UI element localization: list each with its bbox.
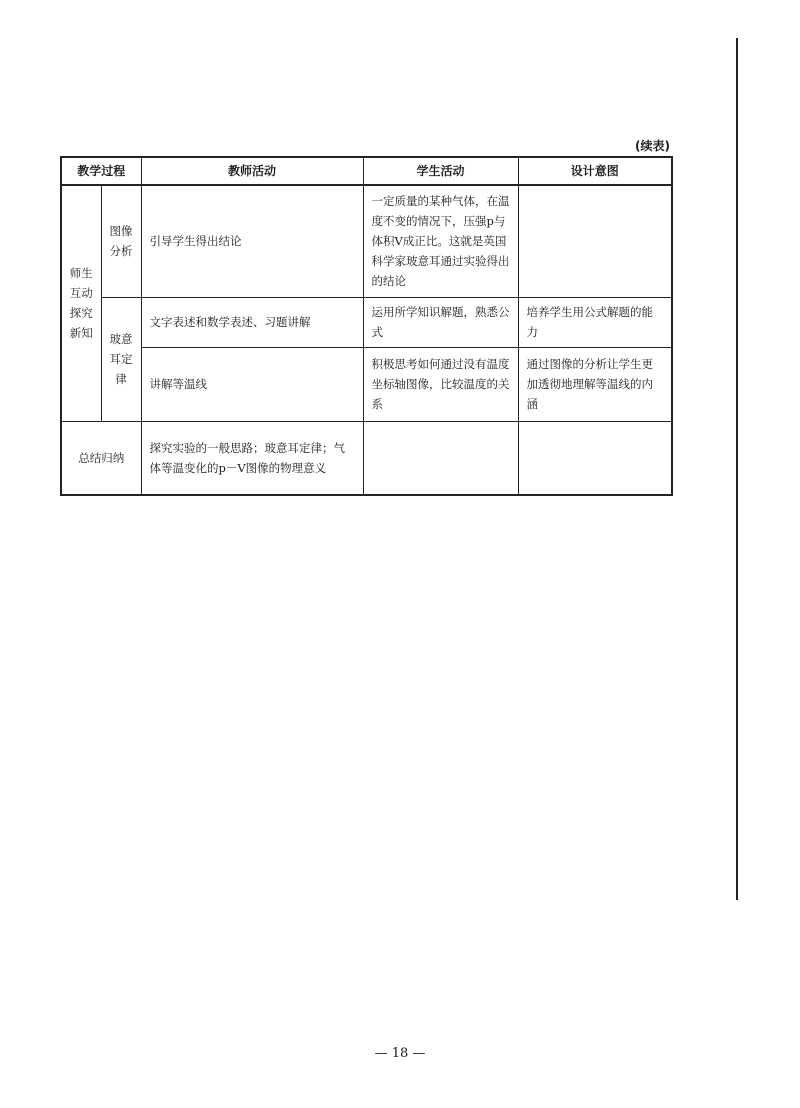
intent-cell xyxy=(518,185,672,297)
teacher-cell: 讲解等温线 xyxy=(141,347,363,421)
table-header-row xyxy=(61,157,672,185)
page-number: — 18 — xyxy=(374,1046,426,1061)
teacher-cell: 引导学生得出结论 xyxy=(141,185,363,297)
table-row xyxy=(61,297,672,347)
student-cell: 一定质量的某种气体，在温度不变的情况下，压强p与体积V成正比。这就是英国科学家玻意耳通过实验得出的结论 xyxy=(363,185,518,297)
header-process: 教学过程 xyxy=(61,157,141,185)
header-intent: 设计意图 xyxy=(518,157,672,185)
table-row xyxy=(61,347,672,421)
subsection-graph-analysis: 图像分析 xyxy=(101,185,141,297)
header-student: 学生活动 xyxy=(363,157,518,185)
summary-label: 总结归纳 xyxy=(61,421,141,495)
table-row xyxy=(61,185,672,297)
student-cell xyxy=(363,421,518,495)
table-row xyxy=(61,421,672,495)
intent-cell: 培养学生用公式解题的能力 xyxy=(518,297,672,347)
intent-cell: 通过图像的分析让学生更加透彻地理解等温线的内涵 xyxy=(518,347,672,421)
intent-cell xyxy=(518,421,672,495)
section-label: 师生互动探究新知 xyxy=(61,185,101,421)
teacher-cell: 探究实验的一般思路；玻意耳定律；气体等温变化的p－V图像的物理意义 xyxy=(141,421,363,495)
page-edge-line xyxy=(736,38,738,900)
student-cell: 运用所学知识解题，熟悉公式 xyxy=(363,297,518,347)
teacher-cell: 文字表述和数学表述、习题讲解 xyxy=(141,297,363,347)
continued-label: (续表) xyxy=(635,139,670,153)
header-teacher: 教师活动 xyxy=(141,157,363,185)
subsection-boyle-law: 玻意耳定律 xyxy=(101,297,141,421)
lesson-table xyxy=(60,156,673,496)
student-cell: 积极思考如何通过没有温度坐标轴图像，比较温度的关系 xyxy=(363,347,518,421)
